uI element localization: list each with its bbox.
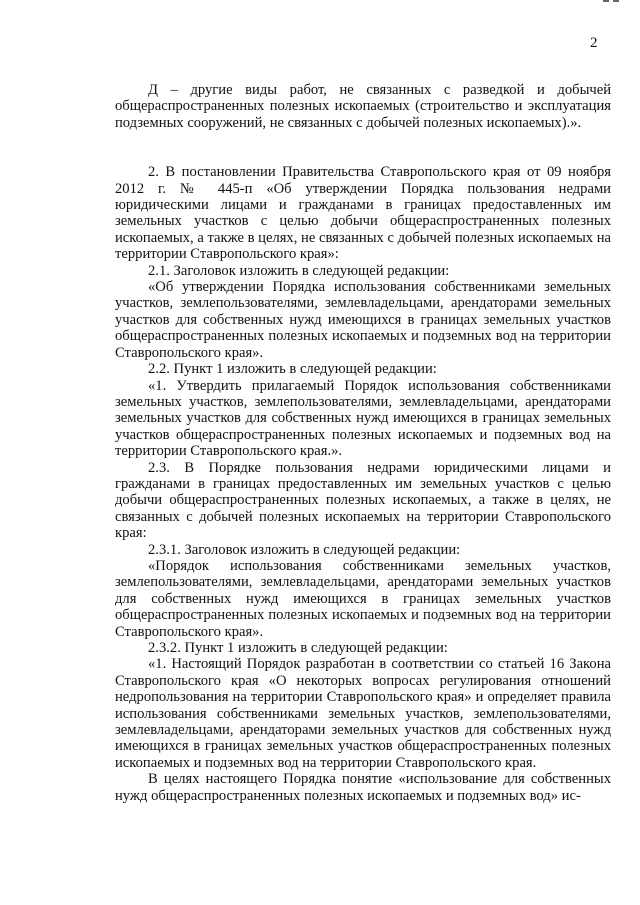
paragraph-2-3-1-heading: 2.3.1. Заголовок изложить в следующей редакции: (148, 541, 461, 558)
paragraph-2-3: 2.3. В Порядке пользования недрами юридическими лицами и гражданами в границах предоставленных им земельных участков с целью добычи общераспространенных полезных ископаемых, а также в целях, не связанных с добычей полезных ископаемых на территории Ставропольского края: (115, 459, 611, 542)
paragraph-2-3-2-heading: 2.3.2. Пункт 1 изложить в следующей редакции: (148, 640, 448, 656)
paragraph-2-3-2-quote: «1. Настоящий Порядок разработан в соответствии со статьей 16 Закона Ставропольского края «О некоторых вопросах регулирования отношений недропользования на территории Ставропольского края» и определяет правила использования собственниками земельных участков, землепользователями, землевладельцами, арендаторами земельных участков для собственных нужд имеющихся в границах земельных участков общераспространенных полезных ископаемых и подземных вод на территории Ставропольского края. (115, 656, 611, 771)
paragraph-2-2-heading: 2.2. Пункт 1 изложить в следующей редакции: (148, 361, 437, 378)
paragraph-d-other-works: Д – другие виды работ, не связанных с разведкой и добычей общераспространенных полезных ископаемых (строительство и эксплуатация подземных сооружений, не связанных с добычей полезных ископаемых).». (115, 82, 611, 131)
paragraph-2-3-1-quote: «Порядок использования собственниками земельных участков, землепользователями, землевладельцами, арендаторами земельных участков для собственных нужд имеющихся в границах земельных участков общераспространенных полезных ископаемых и подземных вод на территории Ставропольского края». (115, 557, 611, 640)
paragraph-2-1-quote: «Об утверждении Порядка использования собственниками земельных участков, землепользователями, землевладельцами, арендаторами земельных участков для собственных нужд имеющихся в границах земельных участков общераспространенных полезных ископаемых и подземных вод на территории Ставропольского края». (115, 279, 611, 361)
paragraph-2-2-quote: «1. Утвердить прилагаемый Порядок использования собственниками земельных участков, землепользователями, землевладельцами, арендаторами земельных участков для собственных нужд имеющихся в границах земельных участков общераспространенных полезных ископаемых и подземных вод на территории Ставропольского края.». (115, 377, 611, 460)
document-body (115, 82, 611, 804)
page-number: 2 (590, 35, 598, 51)
paragraph-2-1-heading: 2.1. Заголовок изложить в следующей редакции: (148, 262, 450, 279)
scan-corner-mark (603, 0, 619, 12)
paragraph-2-resolution: 2. В постановлении Правительства Ставропольского края от 09 ноября 2012 г. № 445-п «Об утверждении Порядка пользования недрами юридическими лицами и гражданами в границах предоставленных им земельных участков с целью добычи общераспространенных полезных ископаемых, а также в целях, не связанных с добычей полезных ископаемых на территории Ставропольского края»: (115, 164, 611, 263)
paragraph-gap (115, 131, 611, 164)
paragraph-definition: В целях настоящего Порядка понятие «использование для собственных нужд общераспространенных полезных ископаемых и подземных вод» ис- (115, 771, 611, 804)
